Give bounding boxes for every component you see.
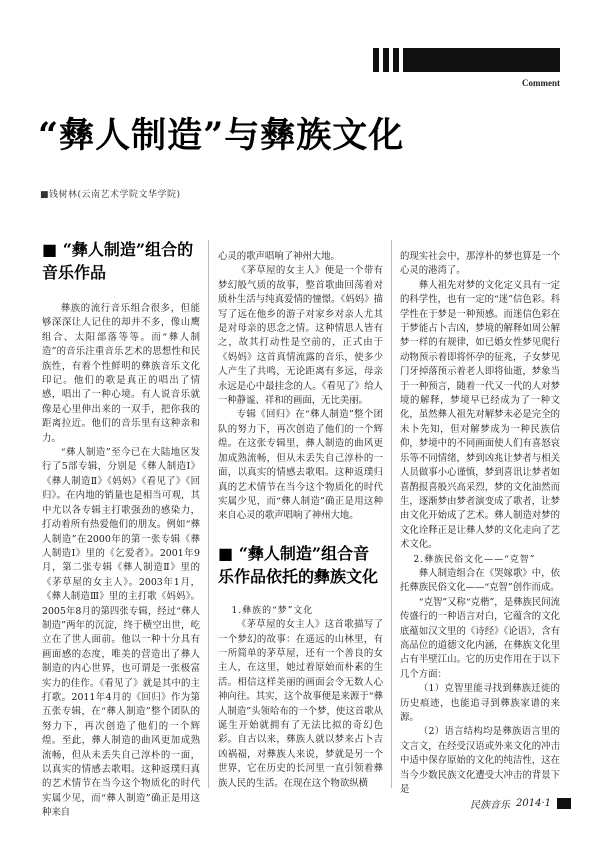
paragraph: 心灵的歌声唱响了神州大地。 xyxy=(218,251,340,262)
paragraph: “彝人制造”至今已在大陆地区发行了5部专辑，分别是《彝人制造Ⅰ》《彝人制造Ⅱ》《妈妈》《看见了》《回归》。在内地的销量也是相当可观，其中尤以各专辑主打歌强劲的感染力，打动着所有热爱他们的朋友。例如“彝人制造”在2000年的第一张专辑《彝人制造Ⅰ》里的《乞爱者》。2001年9月，第二张专辑《彝人制造Ⅱ》里的《茅草屋的女主人》。2003年1月，《彝人制造Ⅲ》里的主打歌《妈妈》。2005年8月的第四张专辑，经过“彝人制造”两年的沉淀，终于横空出世，屹立在了世人面前。他以一种十分具有画面感的态度，唯美的营造出了彝人制造的内心世界，也可谓是一张极富实力的佳作。《看见了》就是其中的主打歌。2011年4月的《回归》作为第五张专辑，在“彝人制造”整个团队的努力下，再次创造了他们的一个辉煌。至此，彝人制造的曲风更加成熟流畅，但从未丢失自己淳朴的一面，以真实的情感去歌唱。这种返璞归真的艺术情节在当今这个物质化的时代实属少见，而“彝人制造”确正是用这种来自 xyxy=(42,447,200,819)
section-heading: ■ “彝人制造”组合音乐作品依托的彝族文化 xyxy=(218,543,379,586)
column-1 xyxy=(42,238,200,821)
section-heading: ■ “彝人制造”组合的音乐作品 xyxy=(42,240,194,282)
section-label: Comment xyxy=(522,78,560,88)
paragraph: 专辑《回归》在“彝人制造”整个团队的努力下，再次创造了他们的一个辉煌。在这张专辑里，彝人制造的曲风更加成熟流畅，但从未丢失自己淳朴的一面，以真实的情感去歌唱。这种返璞归真的艺术情节在当今这个物质化的时代实属少见，而“彝人制造”确正是用这种来自心灵的歌声唱响了神州大地。 xyxy=(218,409,383,522)
column-2 xyxy=(218,250,383,791)
banner-block xyxy=(403,48,560,72)
paragraph: 《茅草屋的女主人》便是一个带有梦幻般气质的故事，整首歌曲回荡着对质朴生活与纯真爱情的憧憬。《妈妈》描写了远在他乡的游子对家乡对亲人尤其是对母亲的思念之情。这种情思人皆有之，故其打动性是空前的，正式由于《妈妈》这首真情流露的音乐，使多少人产生了共鸣，无论距离有多远，母亲永远是心中最挂念的人。《看见了》给人一种静谧、祥和的画面，无比美丽。 xyxy=(218,265,383,407)
paragraph: （2）语言结构均是彝族语言里的文言文，在经受汉语或外来文化的冲击中适中保存原始的文化的纯洁性，这在当今少数民族文化遭受大冲击的背景下是 xyxy=(400,726,560,796)
paragraph: （1）克智里能寻找到彝族迁徙的历史痕迹，也能追寻到彝族家谱的来源。 xyxy=(400,683,560,723)
paragraph: 彝族的流行音乐组合很多，但能够深深让人记住的却并不多，像山鹰组合、太阳部落等等。而“彝人制造”的音乐注重音乐艺术的思想性和民族性，有着个性鲜明的彝族音乐文化印记。他们的歌是真正的唱出了情感，唱出了一种心境。有人说音乐就像是心里伸出来的一双手，把你我的距离拉近。他们的音乐里有这种亲和力。 xyxy=(42,303,200,444)
banner-bar xyxy=(373,48,379,72)
paragraph: “克智”又称“克楷”，是彝族民间流传盛行的一种语言对白，它蕴含的文化底蕴如汉文里的《诗经》《论语》，含有高品位的道德文化内涵，在彝族文化里占有半壁江山。它的历史作用在于以下几个方面： xyxy=(400,596,560,680)
column-divider xyxy=(391,240,392,788)
article-title: “彝人制造”与彝族文化 xyxy=(38,115,405,156)
subsection-heading: 1.彝族的“梦”文化 xyxy=(231,605,314,616)
banner-bar xyxy=(383,48,389,72)
page-footer xyxy=(470,796,571,811)
paragraph: 的现实社会中，那淳朴的梦也算是一个心灵的港湾了。 xyxy=(400,251,560,277)
paragraph: 《茅草屋的女主人》这首歌描写了一个梦幻的故事：在遥远的山林里，有一所简单的茅草屋，还有一个善良的女主人，在这里，她过着原始而朴素的生活。相信这样美丽的画面会令无数人心神向往。其实，这个故事便是来源于“彝人制造”头领哈布的一个梦，使这首歌从诞生开始就拥有了无法比拟的奇幻色彩。自古以来，彝族人就以梦来占卜吉凶祸福，对彝族人来说，梦就是另一个世界，它在历史的长河里一直引领着彝族人民的生活。在现在这个物欲纵横 xyxy=(218,619,383,789)
section-banner xyxy=(373,48,560,72)
paragraph: 彝人制造组合在《哭嫁歌》中，依托彝族民俗文化——“克智”创作而成。 xyxy=(400,567,560,594)
column-3 xyxy=(400,250,560,797)
paragraph: 彝人祖先对梦的文化定义具有一定的科学性，也有一定的“迷”信色彩。科学性在于梦是一种预感。而迷信色彩在于梦能占卜吉凶，梦境的解释如周公解梦一样的有规律，如已婚女性梦见爬行动物预示着即将怀孕的征兆，子女梦见门牙掉落预示着老人即将仙逝，梦象当于一种预言，随着一代又一代的人对梦境的解释，梦境早已经成为了一种文化，虽然彝人祖先对解梦未必是完全的未卜先知，但对解梦成为一种民族信仰，梦境中的不同画面使人们有喜怒哀乐等不同情绪，梦到凶兆让梦者与相关人员做事小心谨慎，梦到喜讯让梦者如喜鹊报喜般兴高采烈，梦的文化油然而生，逐渐梦由梦者演变成了歌者，让梦由文化开始成了艺术。彝人制造对梦的文化诠释正是让彝人梦的文化走向了艺术文化。 xyxy=(400,279,560,551)
article-author: ■钱树林(云南艺术学院文华学院) xyxy=(40,190,181,200)
subsection-heading: 2.彝族民俗文化——“克智” xyxy=(413,554,536,565)
banner-bar xyxy=(393,48,399,72)
magazine-name: 民族音乐 xyxy=(470,800,510,811)
column-divider xyxy=(208,240,209,788)
footer-block xyxy=(557,798,571,809)
issue-number: 2014·1 xyxy=(516,798,551,809)
